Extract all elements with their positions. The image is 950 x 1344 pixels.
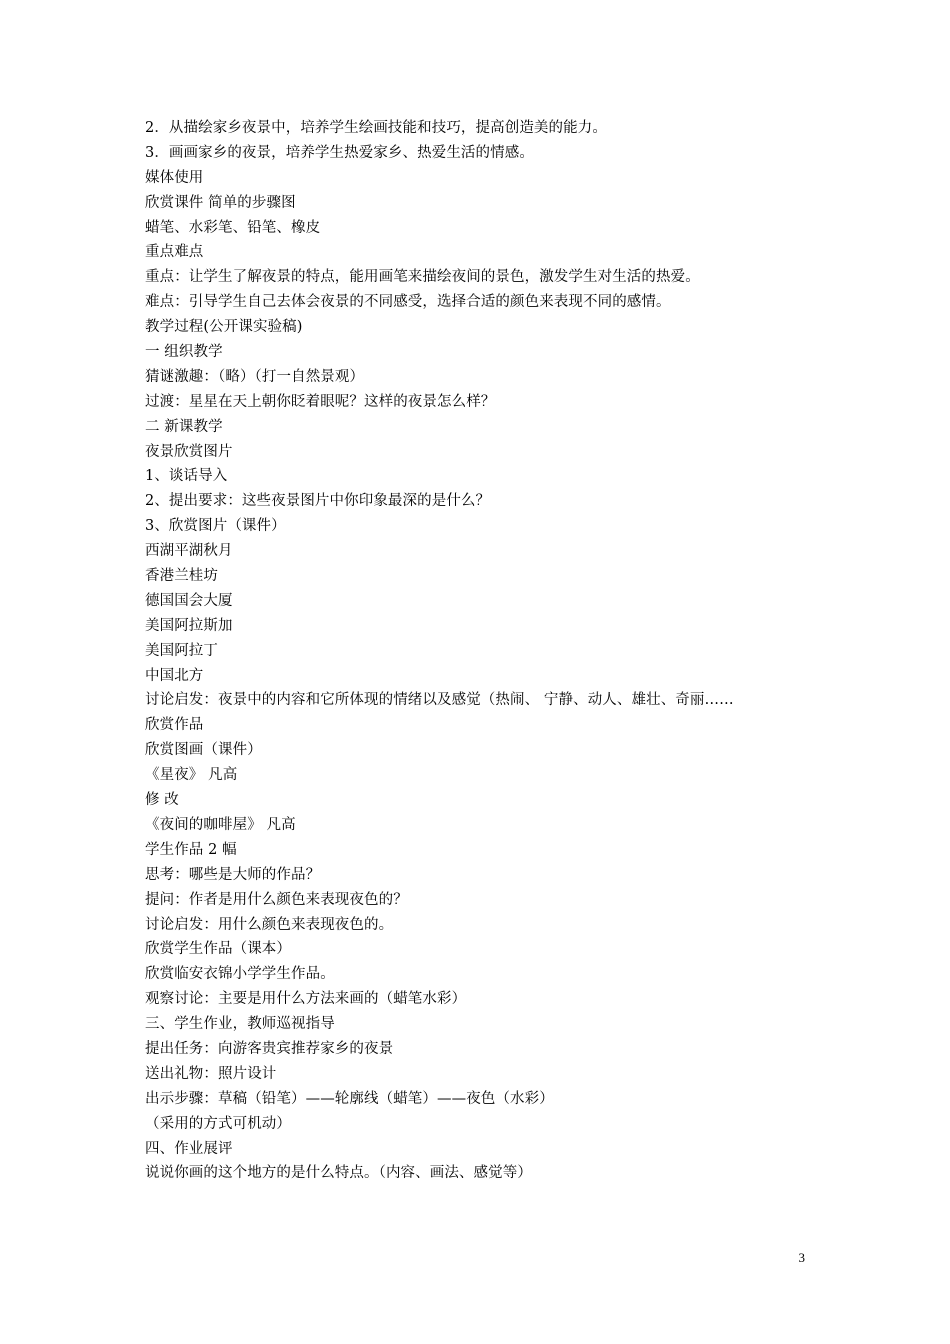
text-line: 难点：引导学生自己去体会夜景的不同感受，选择合适的颜色来表现不同的感情。 — [145, 294, 671, 311]
text-line: 思考：哪些是大师的作品？ — [145, 866, 321, 883]
text-line: 欣赏课件 简单的步骤图 — [145, 194, 296, 211]
text-line: 中国北方 — [145, 667, 204, 684]
text-line: 欣赏作品 — [145, 717, 204, 734]
text-line: 猜谜激趣：（略）（打一自然景观） — [145, 368, 365, 385]
text-line: 美国阿拉丁 — [145, 642, 218, 659]
text-line: 2．从描绘家乡夜景中，培养学生绘画技能和技巧，提高创造美的能力。 — [145, 120, 607, 136]
text-line: 蜡笔、水彩笔、铅笔、橡皮 — [145, 219, 321, 236]
text-line: 德国国会大厦 — [145, 592, 233, 609]
text-line: 讨论启发：夜景中的内容和它所体现的情绪以及感觉（热闹、 宁静、动人、雄壮、奇丽…… — [145, 692, 734, 709]
text-line: 重点难点 — [145, 244, 204, 261]
text-line: 西湖平湖秋月 — [145, 543, 233, 560]
text-line: 美国阿拉斯加 — [145, 617, 233, 634]
text-line: 欣赏临安衣锦小学学生作品。 — [145, 966, 335, 983]
text-line: 3、欣赏图片（课件） — [145, 518, 286, 535]
text-line: 欣赏图画（课件） — [145, 742, 262, 759]
text-line: 《星夜》 凡高 — [145, 767, 238, 784]
text-line: 提问：作者是用什么颜色来表现夜色的？ — [145, 891, 408, 908]
text-line: 二 新课教学 — [145, 418, 223, 435]
text-line: 3．画画家乡的夜景，培养学生热爱家乡、热爱生活的情感。 — [145, 144, 534, 161]
text-line: 重点：让学生了解夜景的特点，能用画笔来描绘夜间的景色，激发学生对生活的热爱。 — [145, 269, 700, 286]
text-line: 送出礼物：照片设计 — [145, 1065, 277, 1082]
text-line: 观察讨论：主要是用什么方法来画的（蜡笔水彩） — [145, 991, 467, 1008]
text-line: 过渡：星星在天上朝你眨着眼呢？这样的夜景怎么样？ — [145, 393, 496, 410]
text-line: 讨论启发：用什么颜色来表现夜色的。 — [145, 916, 394, 933]
text-line: 媒体使用 — [145, 169, 204, 186]
document-body — [145, 116, 825, 1186]
text-line: 修 改 — [145, 792, 179, 809]
text-line: 提出任务：向游客贵宾推荐家乡的夜景 — [145, 1040, 394, 1057]
text-line: 欣赏学生作品（课本） — [145, 941, 291, 958]
text-line: 教学过程(公开课实验稿) — [145, 319, 303, 336]
text-line: 2、提出要求：这些夜景图片中你印象最深的是什么？ — [145, 493, 491, 510]
text-line: 1、谈话导入 — [145, 468, 228, 485]
text-line: 三、学生作业，教师巡视指导 — [145, 1016, 335, 1033]
page-number: 3 — [798, 1250, 805, 1265]
text-line: （采用的方式可机动） — [145, 1115, 291, 1132]
text-line: 说说你画的这个地方的是什么特点。（内容、画法、感觉等） — [145, 1165, 532, 1182]
text-line: 一 组织教学 — [145, 344, 223, 361]
text-line: 香港兰桂坊 — [145, 568, 218, 585]
text-line: 出示步骤：草稿（铅笔）——轮廓线（蜡笔）——夜色（水彩） — [145, 1090, 554, 1107]
text-line: 夜景欣赏图片 — [145, 443, 233, 460]
text-line: 学生作品 2 幅 — [145, 841, 237, 858]
text-line: 《夜间的咖啡屋》 凡高 — [145, 816, 296, 833]
text-line: 四、作业展评 — [145, 1140, 233, 1157]
